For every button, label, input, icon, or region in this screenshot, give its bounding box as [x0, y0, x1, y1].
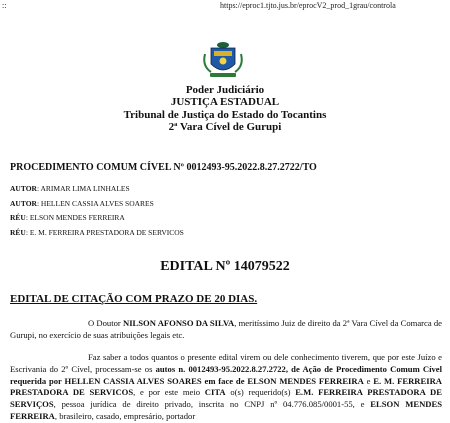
paragraph-text: , e por este meio: [133, 387, 205, 398]
header-line-4: 2ª Vara Cível de Gurupi: [168, 121, 282, 134]
paragraph-judge: [10, 318, 442, 342]
party-row: RÉU: E. M. FERREIRA PRESTADORA DE SERVICOS: [10, 227, 184, 237]
procedure-number: PROCEDIMENTO COMUM CÍVEL Nº 0012493-95.2022.8.27.2722/TO: [10, 162, 317, 173]
paragraph-text: o(s) requerido(s): [225, 387, 296, 398]
party-role: RÉU: [10, 227, 26, 237]
paragraph-text: Faz saber a todos quantos o presente edital virem ou dele conhecimento tiverem, que por este Juízo e Escrivania do 2º Cível, processam-se os: [10, 352, 442, 374]
case-details: autos n. 0012493-95.2022.8.27.2722, de Ação de Procedimento Comum Cível requerida por HELLEN CASSIA ALVES SOARES em face de ELSON MENDES FERREIRA: [10, 363, 442, 386]
party-name: ARIMAR LIMA LINHALES: [40, 184, 130, 193]
party-name: HELLEN CASSIA ALVES SOARES: [40, 198, 154, 208]
court-header: [0, 84, 450, 134]
party-name: ELSON MENDES FERREIRA: [29, 213, 125, 222]
browser-bar: [0, 0, 450, 14]
header-line-1: Poder Judiciário: [185, 84, 265, 96]
defendant-person: ELSON MENDES FERREIRA: [10, 399, 442, 421]
paragraph-text: , brasileiro, casado, empresário, portador: [54, 410, 196, 421]
defendant-company-2: E.M. FERREIRA PRESTADORA DE SERVIÇOS: [10, 387, 442, 410]
cita-word: CITA: [204, 387, 226, 398]
citation-title: EDITAL DE CITAÇÃO COM PRAZO DE 20 DIAS.: [10, 293, 258, 305]
judge-name: NILSON AFONSO DA SILVA: [123, 318, 235, 328]
paragraph-text: O Doutor: [88, 318, 123, 328]
paragraph-text: , meritíssimo Juiz de direito da 2ª Vara Cível da Comarca de Gurupi, no exercício de suas atribuições legais etc.: [10, 318, 442, 340]
coat-of-arms-icon: [201, 40, 245, 80]
paragraph-text: e: [363, 375, 374, 386]
header-line-3: Tribunal de Justiça do Estado do Tocantins: [123, 108, 327, 121]
party-name: E. M. FERREIRA PRESTADORA DE SERVICOS: [29, 227, 184, 237]
party-row: RÉU: ELSON MENDES FERREIRA: [10, 213, 125, 222]
paragraph-notice: [10, 352, 442, 423]
party-role: AUTOR: [10, 184, 37, 193]
header-line-2: JUSTIÇA ESTADUAL: [170, 96, 280, 109]
party-role: RÉU: [10, 213, 26, 222]
party-role: AUTOR: [10, 198, 37, 208]
party-row: AUTOR: HELLEN CASSIA ALVES SOARES: [10, 198, 154, 208]
edital-title: EDITAL Nº 14079522: [160, 259, 290, 274]
url-text[interactable]: https://eproc1.tjto.jus.br/eprocV2_prod_1grau/controla: [220, 1, 396, 10]
paragraph-text: , pessoa jurídica de direito privado, inscrita no CNPJ nº 04.776.085/0001-55, e: [53, 399, 371, 410]
defendant-company: E. M. FERREIRA PRESTADORA DE SERVICOS: [10, 375, 442, 398]
parties-list: [10, 182, 184, 240]
left-marker: ::: [2, 1, 7, 10]
party-row: AUTOR: ARIMAR LIMA LINHALES: [10, 184, 130, 193]
